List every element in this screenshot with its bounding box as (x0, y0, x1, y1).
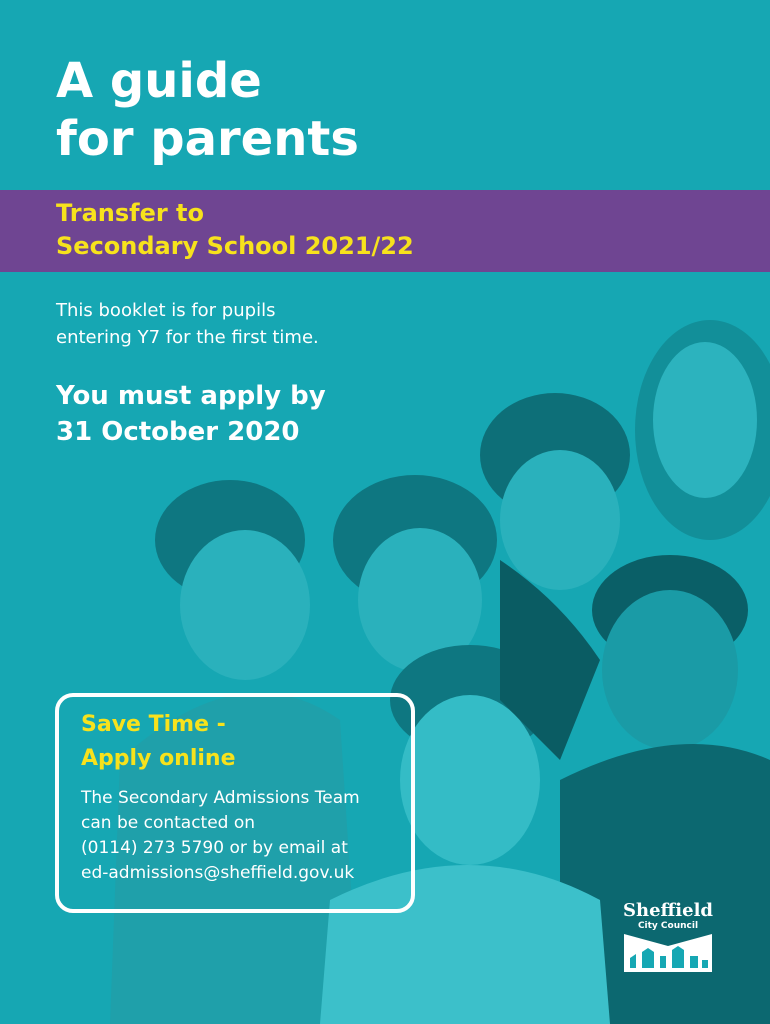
city-skyline-icon (620, 932, 716, 976)
callout-heading (81, 708, 236, 776)
council-logo (620, 900, 716, 976)
deadline-text (56, 378, 326, 450)
logo-subtitle: City Council (637, 921, 699, 931)
callout-body-line: can be contacted on (81, 813, 256, 833)
intro-text (56, 297, 319, 351)
title-line: A guide (56, 53, 262, 109)
subtitle-line: Transfer to (56, 199, 205, 227)
email-link[interactable]: ed-admissions@sheffield.gov.uk (81, 863, 355, 883)
title-line: for parents (56, 111, 359, 167)
subtitle (56, 197, 414, 263)
callout-body (81, 786, 411, 886)
phone-number: (0114) 273 5790 or by email at (81, 838, 348, 858)
deadline-line: 31 October 2020 (56, 417, 300, 447)
intro-line: entering Y7 for the first time. (56, 327, 319, 348)
callout-body-line: The Secondary Admissions Team (81, 788, 360, 808)
page-title (56, 52, 359, 168)
intro-line: This booklet is for pupils (56, 300, 276, 321)
callout-heading-line: Save Time - (81, 712, 226, 737)
subtitle-line: Secondary School 2021/22 (56, 232, 414, 260)
deadline-line: You must apply by (56, 381, 326, 411)
logo-name: Sheffield (622, 900, 714, 921)
callout-heading-line: Apply online (81, 746, 236, 771)
